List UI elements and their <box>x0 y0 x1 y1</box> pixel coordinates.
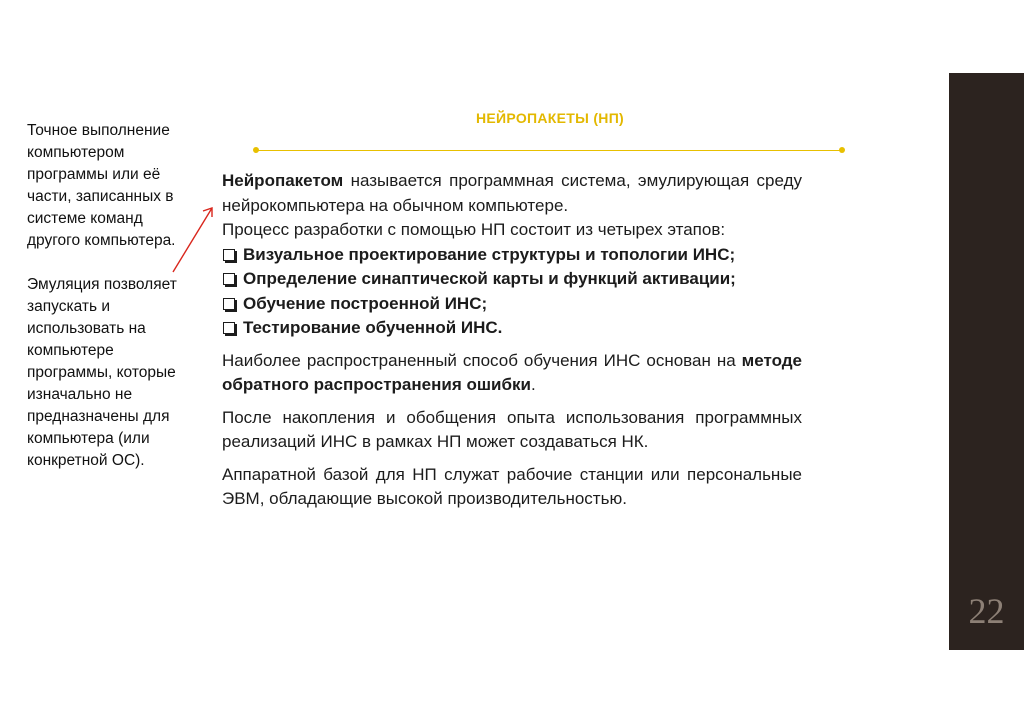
stages-list <box>222 243 802 341</box>
checkbox-bullet-icon <box>223 322 235 334</box>
definition-term: Нейропакетом <box>222 171 344 190</box>
list-item: Обучение построенной ИНС; <box>222 292 802 317</box>
side-note-definition: Точное выполнение компьютером программы или её части, записанных в системе команд другого компьютера. <box>27 122 176 249</box>
list-item: Визуальное проектирование структуры и топологии ИНС; <box>222 243 802 268</box>
hardware-paragraph: Аппаратной базой для НП служат рабочие станции или персональные ЭВМ, обладающие высокой производительностью. <box>222 464 802 508</box>
list-item: Определение синаптической карты и функций активации; <box>222 267 802 292</box>
side-note-emulation: Эмуляция позволяет запускать и использовать на компьютере программы, которые изначально не предназначены для компьютера (или конкретной ОС). <box>27 276 177 469</box>
definition-text: называется программная система, эмулирующая среду нейрокомпьютера на обычном компьютере. <box>222 171 802 215</box>
side-note <box>27 120 197 494</box>
definition-paragraph <box>222 169 802 218</box>
accumulation-paragraph: После накопления и обобщения опыта использования программных реализаций ИНС в рамках НП может создаваться НК. <box>222 407 802 451</box>
list-item: Тестирование обученной ИНС. <box>222 316 802 341</box>
checkbox-bullet-icon <box>223 273 235 285</box>
training-method: методе обратного распространения ошибки <box>222 350 802 394</box>
training-paragraph: Наиболее распространенный способ обучения ИНС основан на методе обратного распространения ошибки. <box>222 350 802 394</box>
slide-title: НЕЙРОПАКЕТЫ (НП) <box>475 110 625 126</box>
checkbox-bullet-icon <box>223 298 235 310</box>
divider-line <box>257 150 841 151</box>
main-content <box>222 169 802 512</box>
divider-dot-right <box>839 147 845 153</box>
pointer-arrow-icon <box>170 205 220 275</box>
page-number: 22 <box>968 591 1005 631</box>
right-sidebar <box>949 73 1024 650</box>
title-divider <box>253 146 845 154</box>
process-intro: Процесс разработки с помощью НП состоит из четырех этапов: <box>222 220 726 239</box>
checkbox-bullet-icon <box>223 249 235 261</box>
